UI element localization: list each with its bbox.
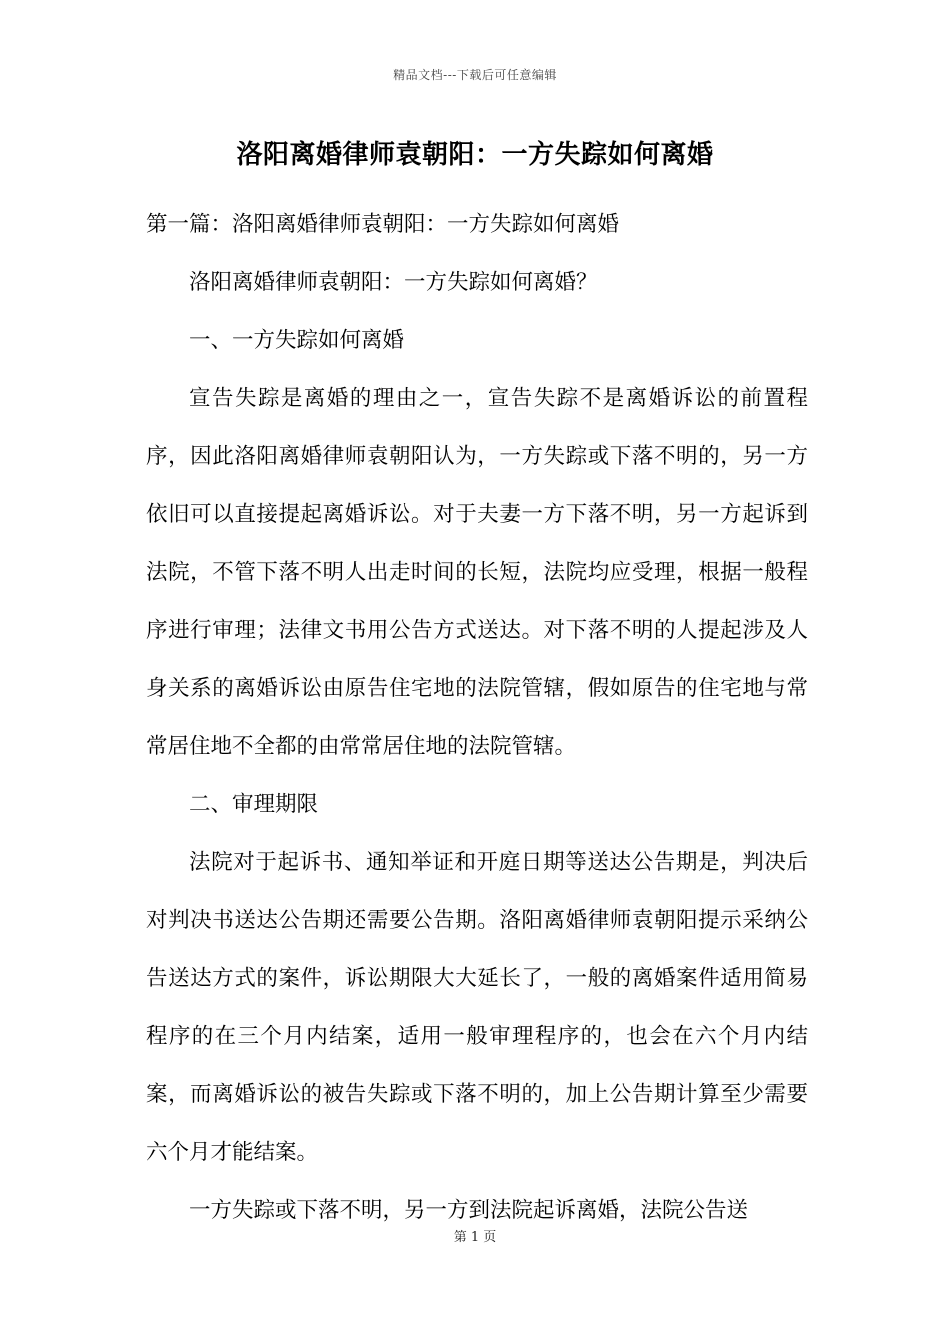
section-heading-two: 二、审理期限 [189, 792, 319, 817]
section-heading-one: 一、一方失踪如何离婚 [189, 328, 405, 353]
body-paragraph: 一方失踪或下落不明，另一方到法院起诉离婚，法院公告送 [189, 1198, 749, 1223]
subtitle-question: 洛阳离婚律师袁朝阳：一方失踪如何离婚？ [189, 270, 598, 295]
body-paragraph: 宣告失踪是离婚的理由之一，宣告失踪不是离婚诉讼的前置程序，因此洛阳离婚律师袁朝阳认为，一方失踪或下落不明的，另一方依旧可以直接提起离婚诉讼。对于夫妻一方下落不明，另一方起诉到法院，不管下落不明人出走时间的长短，法院均应受理，根据一般程序进行审理；法律文书用公告方式送达。对下落不明的人提起涉及人身关系的离婚诉讼由原告住宅地的法院管辖，假如原告的住宅地与常常居住地不全都的由常常居住地的法院管辖。 [146, 386, 808, 759]
page-header: 精品文档---下载后可任意编辑 [393, 68, 557, 82]
document-body [146, 196, 808, 1240]
document-title: 洛阳离婚律师袁朝阳：一方失踪如何离婚 [236, 140, 714, 170]
section-heading-part-one: 第一篇：洛阳离婚律师袁朝阳：一方失踪如何离婚 [146, 212, 620, 237]
body-paragraph: 法院对于起诉书、通知举证和开庭日期等送达公告期是，判决后对判决书送达公告期还需要公告期。洛阳离婚律师袁朝阳提示采纳公告送达方式的案件，诉讼期限大大延长了，一般的离婚案件适用简易程序的在三个月内结案，适用一般审理程序的，也会在六个月内结案，而离婚诉讼的被告失踪或下落不明的，加上公告期计算至少需要六个月才能结案。 [146, 850, 808, 1165]
page-number: 第 1 页 [453, 1230, 497, 1245]
